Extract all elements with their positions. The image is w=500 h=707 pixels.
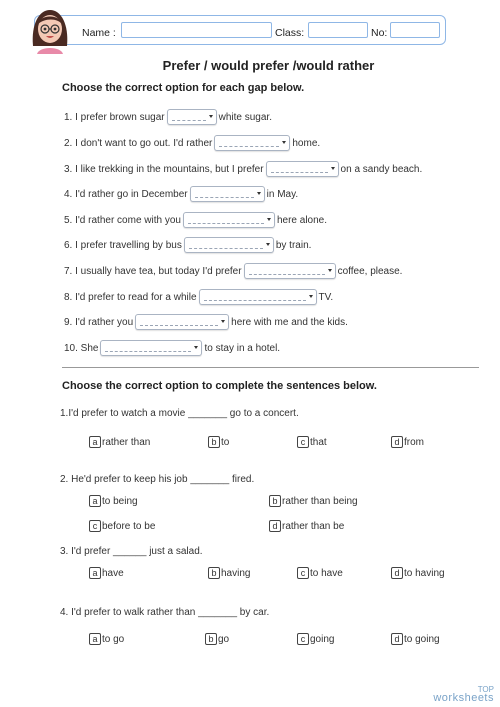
mc-option[interactable]: b go bbox=[205, 633, 229, 645]
chevron-down-icon bbox=[282, 141, 286, 144]
gap-select[interactable] bbox=[214, 135, 290, 151]
gap-item bbox=[64, 237, 311, 253]
gap-text-before: 1. I prefer brown sugar bbox=[64, 111, 165, 123]
gap-item bbox=[64, 135, 320, 151]
gap-text-before: 10. She bbox=[64, 342, 99, 354]
mc-option[interactable]: d to having bbox=[391, 567, 445, 579]
gap-text-before: 9. I'd rather you bbox=[64, 316, 134, 328]
chevron-down-icon bbox=[221, 320, 225, 323]
gap-text-after: home. bbox=[292, 137, 321, 149]
mc-option[interactable]: b having bbox=[208, 567, 250, 579]
mc-option[interactable]: d from bbox=[391, 436, 424, 448]
name-field[interactable] bbox=[121, 22, 272, 38]
gap-text-after: on a sandy beach. bbox=[340, 163, 423, 175]
gap-text-after: to stay in a hotel. bbox=[204, 342, 281, 354]
class-field[interactable] bbox=[308, 22, 368, 38]
gap-text-after: here with me and the kids. bbox=[231, 316, 348, 328]
gap-text-after: TV. bbox=[318, 291, 334, 303]
mc-question: 3. I'd prefer ______ just a salad. bbox=[60, 546, 203, 557]
chevron-down-icon bbox=[328, 269, 332, 272]
mc-option[interactable]: d to going bbox=[391, 633, 440, 645]
no-field[interactable] bbox=[390, 22, 440, 38]
gap-text-before: 8. I'd prefer to read for a while bbox=[64, 291, 197, 303]
gap-text-before: 3. I like trekking in the mountains, but I prefer bbox=[64, 163, 264, 175]
gap-item bbox=[64, 109, 272, 125]
section1-heading: Choose the correct option for each gap below. bbox=[62, 82, 305, 94]
gap-text-before: 2. I don't want to go out. I'd rather bbox=[64, 137, 213, 149]
mc-question: 2. He'd prefer to keep his job _______ fired. bbox=[60, 474, 255, 485]
option-checkbox[interactable]: c bbox=[297, 436, 309, 448]
chevron-down-icon bbox=[309, 295, 313, 298]
option-checkbox[interactable]: c bbox=[297, 567, 309, 579]
mc-question: 4. I'd prefer to walk rather than _______ by car. bbox=[60, 607, 270, 618]
option-checkbox[interactable]: d bbox=[391, 567, 403, 579]
page-title: Prefer / would prefer /would rather bbox=[162, 58, 375, 73]
mc-question: 1.I'd prefer to watch a movie _______ go to a concert. bbox=[60, 408, 299, 419]
gap-select[interactable] bbox=[244, 263, 336, 279]
option-checkbox[interactable]: a bbox=[89, 633, 101, 645]
gap-text-after: coffee, please. bbox=[337, 265, 403, 277]
mc-option[interactable]: a to go bbox=[89, 633, 124, 645]
mc-option[interactable]: d rather than be bbox=[269, 520, 344, 532]
gap-item bbox=[64, 289, 333, 305]
gap-item bbox=[64, 212, 327, 228]
gap-select[interactable] bbox=[135, 314, 229, 330]
mc-option[interactable]: b to bbox=[208, 436, 229, 448]
gap-item bbox=[64, 263, 402, 279]
gap-select[interactable] bbox=[100, 340, 202, 356]
option-checkbox[interactable]: d bbox=[269, 520, 281, 532]
option-checkbox[interactable]: c bbox=[89, 520, 101, 532]
mc-option[interactable]: b rather than being bbox=[269, 495, 358, 507]
section2-heading: Choose the correct option to complete the sentences below. bbox=[62, 380, 377, 392]
gap-item bbox=[64, 340, 280, 356]
option-checkbox[interactable]: d bbox=[391, 436, 403, 448]
option-checkbox[interactable]: a bbox=[89, 495, 101, 507]
gap-select[interactable] bbox=[199, 289, 317, 305]
option-checkbox[interactable]: b bbox=[205, 633, 217, 645]
gap-item bbox=[64, 186, 298, 202]
chevron-down-icon bbox=[257, 192, 261, 195]
brand-logo-bottom: worksheets bbox=[433, 692, 494, 704]
mc-option[interactable]: a rather than bbox=[89, 436, 150, 448]
gap-text-after: here alone. bbox=[276, 214, 328, 226]
chevron-down-icon bbox=[266, 243, 270, 246]
brand-logo bbox=[433, 685, 494, 703]
option-checkbox[interactable]: b bbox=[269, 495, 281, 507]
option-checkbox[interactable]: a bbox=[89, 567, 101, 579]
option-checkbox[interactable]: b bbox=[208, 436, 220, 448]
option-checkbox[interactable]: b bbox=[208, 567, 220, 579]
gap-text-before: 4. I'd rather go in December bbox=[64, 188, 188, 200]
gap-text-after: in May. bbox=[266, 188, 299, 200]
avatar bbox=[25, 4, 75, 54]
gap-text-before: 5. I'd rather come with you bbox=[64, 214, 181, 226]
option-checkbox[interactable]: a bbox=[89, 436, 101, 448]
section-divider bbox=[62, 367, 479, 368]
no-label: No: bbox=[371, 27, 388, 39]
gap-select[interactable] bbox=[184, 237, 274, 253]
gap-item bbox=[64, 161, 422, 177]
mc-option[interactable]: a have bbox=[89, 567, 124, 579]
class-label: Class: bbox=[275, 27, 305, 39]
option-checkbox[interactable]: d bbox=[391, 633, 403, 645]
gap-text-before: 7. I usually have tea, but today I'd prefer bbox=[64, 265, 242, 277]
gap-select[interactable] bbox=[167, 109, 217, 125]
mc-option[interactable]: c going bbox=[297, 633, 334, 645]
gap-select[interactable] bbox=[190, 186, 265, 202]
chevron-down-icon bbox=[331, 167, 335, 170]
mc-option[interactable]: c before to be bbox=[89, 520, 155, 532]
option-checkbox[interactable]: c bbox=[297, 633, 309, 645]
gap-select[interactable] bbox=[183, 212, 275, 228]
name-label: Name : bbox=[82, 27, 116, 39]
chevron-down-icon bbox=[267, 218, 271, 221]
mc-option[interactable]: c that bbox=[297, 436, 327, 448]
gap-text-after: white sugar. bbox=[218, 111, 272, 123]
mc-option[interactable]: a to being bbox=[89, 495, 138, 507]
mc-option[interactable]: c to have bbox=[297, 567, 343, 579]
chevron-down-icon bbox=[209, 115, 213, 118]
gap-text-after: by train. bbox=[275, 239, 312, 251]
chevron-down-icon bbox=[194, 346, 198, 349]
brand-logo-top: TOP bbox=[477, 685, 494, 694]
gap-select[interactable] bbox=[266, 161, 339, 177]
gap-text-before: 6. I prefer travelling by bus bbox=[64, 239, 182, 251]
gap-item bbox=[64, 314, 348, 330]
